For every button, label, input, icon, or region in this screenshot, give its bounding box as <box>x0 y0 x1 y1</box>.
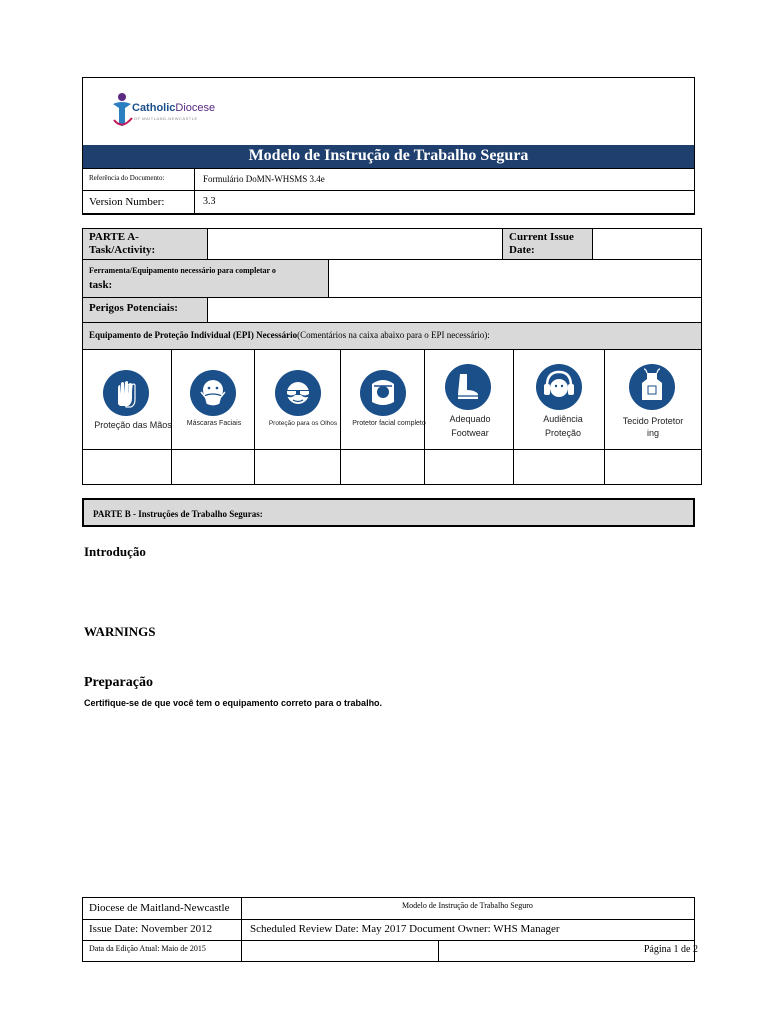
ppe-comment-face-shield[interactable] <box>340 449 425 485</box>
ear-protection-icon <box>536 364 582 410</box>
intro-heading: Introdução <box>84 544 146 559</box>
footer-review-cell <box>241 919 695 941</box>
ppe-label-ear-protection: Audiência Proteção <box>543 414 583 438</box>
ppe-label-boot: Adequado Footwear <box>449 414 491 438</box>
ppe-comment-face-mask[interactable] <box>171 449 255 485</box>
ppe-cell-apron <box>604 349 702 450</box>
part-b-header <box>82 498 695 527</box>
ppe-label-face-mask: Máscaras Faciais <box>186 420 242 427</box>
diocese-logo <box>110 90 220 132</box>
hazards-label: Perigos Potenciais: <box>89 302 178 314</box>
apron-icon <box>629 364 675 410</box>
ppe-header-bold: Equipamento de Proteção Individual (EPI) Necessário <box>89 330 298 340</box>
eye-protection-icon <box>275 370 321 416</box>
footer-org-cell <box>82 897 242 920</box>
logo-text-diocese: Diocese <box>175 102 216 114</box>
ppe-comment-boot[interactable] <box>424 449 514 485</box>
part-b-label: PARTE B - Instruções de Trabalho Seguras: <box>93 509 263 519</box>
tools-label-line2: task: <box>89 279 113 291</box>
ppe-header-cell <box>82 322 702 350</box>
ppe-cell-ear-protection <box>513 349 605 450</box>
tools-label-line1: Ferramenta/Equipamento necessário para completar o <box>89 266 276 275</box>
version-label-cell <box>82 190 195 214</box>
footer-page-number: Página 1 de 2 <box>643 944 698 955</box>
issue-date-input-cell[interactable] <box>592 228 702 260</box>
ppe-cell-boot <box>424 349 514 450</box>
footer-doc-title: Modelo de Instrução de Trabalho Seguro <box>402 901 533 910</box>
warnings-heading: WARNINGS <box>84 624 156 639</box>
ppe-header-normal: (Comentários na caixa abaixo para o EPI necessário): <box>297 330 490 340</box>
tools-input-cell[interactable] <box>328 259 702 298</box>
ppe-comment-eye-protection[interactable] <box>254 449 341 485</box>
ppe-cell-eye-protection <box>254 349 341 450</box>
ppe-label-face-shield: Protetor facial completo <box>352 420 426 427</box>
hazards-label-cell <box>82 297 208 323</box>
footer-title-cell <box>241 897 695 920</box>
ppe-label-eye-protection: Proteção para os Olhos <box>268 420 338 427</box>
footer-issue-date: Issue Date: November 2012 <box>89 923 213 935</box>
footer-issue-cell <box>82 919 242 941</box>
footer-page-cell <box>438 940 698 962</box>
ppe-label-apron: Tecido Protetor ing <box>622 416 684 438</box>
version-value: 3.3 <box>203 196 216 207</box>
ppe-cell-face-shield <box>340 349 425 450</box>
tools-label-cell <box>82 259 329 298</box>
hazards-input-cell[interactable] <box>207 297 702 323</box>
ppe-cell-face-mask <box>171 349 255 450</box>
issue-date-label-line2: Date: <box>509 244 535 256</box>
task-label-line1: PARTE A- <box>89 231 139 243</box>
task-label-cell <box>82 228 208 260</box>
ppe-cell-gloves <box>82 349 172 450</box>
task-input-cell[interactable] <box>207 228 503 260</box>
version-label: Version Number: <box>89 196 165 208</box>
gloves-icon <box>103 370 149 416</box>
doc-ref-label: Referência do Documento: <box>89 174 165 182</box>
task-label-line2: Task/Activity: <box>89 244 156 256</box>
footer-current-edition: Data da Edição Atual: Maio de 2015 <box>89 944 206 953</box>
ppe-label-gloves: Proteção das Mãos <box>94 420 172 430</box>
ppe-comment-apron[interactable] <box>604 449 702 485</box>
issue-date-label-line1: Current Issue <box>509 231 574 243</box>
face-mask-icon <box>190 370 236 416</box>
footer-empty-cell <box>241 940 439 962</box>
prep-heading: Preparação <box>84 675 153 690</box>
ppe-comment-gloves[interactable] <box>82 449 172 485</box>
boot-icon <box>445 364 491 410</box>
version-value-cell <box>194 190 695 214</box>
document-title: Modelo de Instrução de Trabalho Segura <box>83 145 694 168</box>
doc-ref-value: Formulário DoMN-WHSMS 3.4e <box>203 174 325 184</box>
prep-text: Certifique-se de que você tem o equipamento correto para o trabalho. <box>84 698 383 708</box>
logo-figure-icon <box>110 90 134 130</box>
issue-date-label-cell <box>502 228 593 260</box>
footer-org: Diocese de Maitland-Newcastle <box>89 902 230 914</box>
face-shield-icon <box>360 370 406 416</box>
doc-ref-label-cell <box>82 168 195 191</box>
doc-ref-value-cell <box>194 168 695 191</box>
footer-review: Scheduled Review Date: May 2017 Document Owner: WHS Manager <box>250 923 560 935</box>
ppe-comment-ear-protection[interactable] <box>513 449 605 485</box>
footer-edition-cell <box>82 940 242 962</box>
logo-text-catholic: Catholic <box>132 102 176 114</box>
logo-subtitle: OF MAITLAND-NEWCASTLE <box>134 116 198 121</box>
